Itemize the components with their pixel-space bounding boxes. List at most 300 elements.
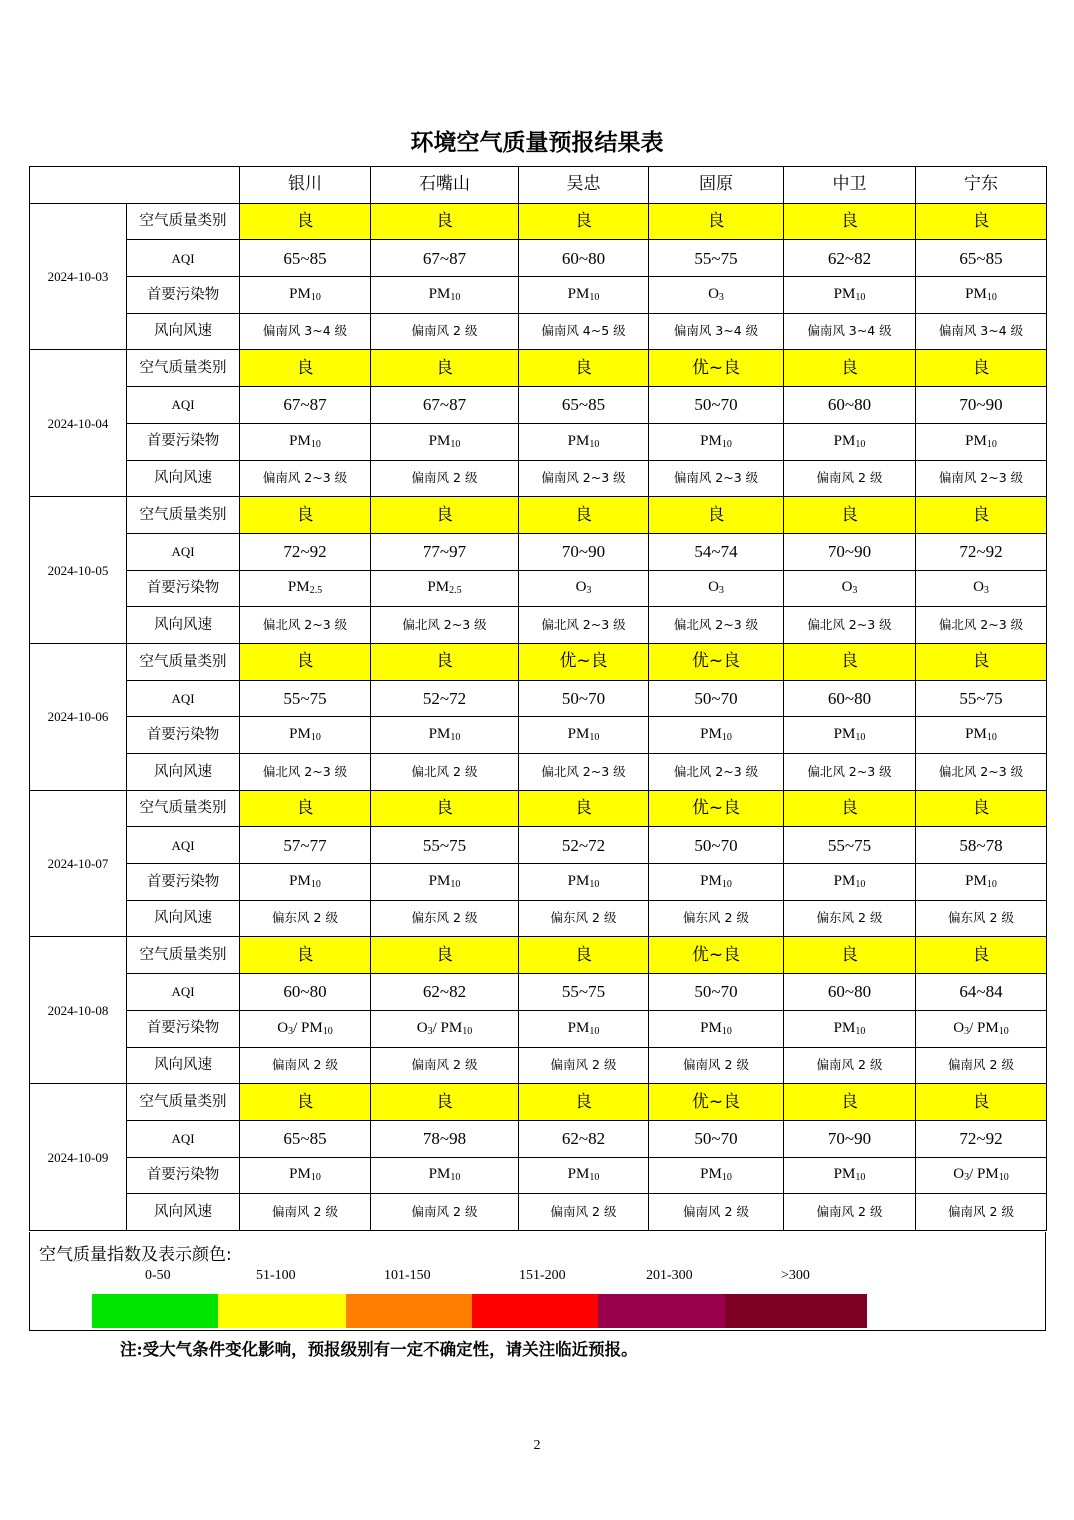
- table-row: [30, 643, 1047, 680]
- primary-pollutant-cell: [649, 1010, 784, 1047]
- table-row: [30, 313, 1047, 350]
- pollutant-subscript: 10: [310, 438, 321, 450]
- air-quality-category-cell: 良: [371, 790, 519, 827]
- pollutant-text: O: [575, 579, 587, 596]
- air-quality-category-cell: 良: [519, 350, 649, 387]
- aqi-range-cell: 50~70: [649, 387, 784, 424]
- pollutant-text: PM: [428, 726, 451, 743]
- table-row: [30, 1047, 1047, 1084]
- air-quality-category-cell: 良: [240, 1084, 371, 1121]
- table-row: [30, 1194, 1047, 1231]
- primary-pollutant-cell: [916, 864, 1047, 901]
- row-label: 风向风速: [127, 313, 240, 350]
- aqi-range-cell: 55~75: [371, 827, 519, 864]
- pollutant-text: PM: [289, 1166, 311, 1183]
- air-quality-category-cell: 良: [240, 937, 371, 974]
- table-row: [30, 570, 1047, 607]
- legend-swatch-2: [346, 1294, 472, 1328]
- primary-pollutant-cell: [784, 717, 916, 754]
- wind-cell: 偏北风 2~3 级: [916, 607, 1047, 644]
- primary-pollutant-cell: [371, 717, 519, 754]
- date-cell: 2024-10-06: [30, 643, 127, 790]
- pollutant-text: O: [416, 1019, 428, 1036]
- pollutant-text: O: [708, 285, 719, 302]
- air-quality-category-cell: 优~良: [649, 1084, 784, 1121]
- aqi-range-cell: 60~80: [784, 680, 916, 717]
- pollutant-subscript: 10: [721, 1172, 732, 1184]
- air-quality-category-cell: 良: [240, 203, 371, 240]
- date-cell: 2024-10-04: [30, 350, 127, 497]
- aqi-range-cell: 52~72: [371, 680, 519, 717]
- date-cell: 2024-10-08: [30, 937, 127, 1084]
- legend-range-label: 51-100: [256, 1268, 296, 1283]
- row-label: 空气质量类别: [127, 497, 240, 534]
- primary-pollutant-cell: [519, 1010, 649, 1047]
- air-quality-category-cell: 良: [371, 203, 519, 240]
- row-label: 风向风速: [127, 1194, 240, 1231]
- primary-pollutant-cell: [784, 277, 916, 314]
- aqi-range-cell: 52~72: [519, 827, 649, 864]
- pollutant-subscript: 3: [964, 1025, 970, 1037]
- aqi-range-cell: 60~80: [784, 387, 916, 424]
- primary-pollutant-cell: [240, 277, 371, 314]
- aqi-range-cell: 50~70: [649, 680, 784, 717]
- wind-cell: 偏南风 2 级: [784, 1194, 916, 1231]
- wind-cell: 偏南风 2~3 级: [916, 460, 1047, 497]
- primary-pollutant-cell: [519, 1157, 649, 1194]
- air-quality-category-cell: 良: [240, 497, 371, 534]
- table-row: [30, 607, 1047, 644]
- primary-pollutant-cell: [784, 1157, 916, 1194]
- aqi-range-cell: 50~70: [649, 827, 784, 864]
- pollutant-subscript: 10: [589, 438, 600, 450]
- row-label: 首要污染物: [127, 1157, 240, 1194]
- aqi-range-cell: 70~90: [519, 533, 649, 570]
- primary-pollutant-cell: [916, 1157, 1047, 1194]
- pollutant-subscript: 10: [986, 438, 997, 450]
- pollutant-text: O: [708, 579, 719, 596]
- primary-pollutant-cell: [371, 277, 519, 314]
- wind-cell: 偏北风 2~3 级: [649, 754, 784, 791]
- pollutant-subscript: 10: [450, 1172, 461, 1184]
- pollutant-text: / PM: [969, 1019, 999, 1036]
- wind-cell: 偏南风 2~3 级: [519, 460, 649, 497]
- air-quality-category-cell: 良: [784, 643, 916, 680]
- primary-pollutant-cell: [519, 277, 649, 314]
- row-label: AQI: [127, 387, 240, 424]
- primary-pollutant-cell: [240, 1157, 371, 1194]
- row-label: 风向风速: [127, 754, 240, 791]
- aqi-range-cell: 67~87: [371, 387, 519, 424]
- table-row: [30, 827, 1047, 864]
- pollutant-text: PM: [965, 872, 987, 889]
- pollutant-text: O: [973, 579, 984, 596]
- aqi-range-cell: 65~85: [916, 240, 1047, 277]
- wind-cell: 偏南风 2 级: [649, 1194, 784, 1231]
- row-label: 首要污染物: [127, 864, 240, 901]
- header-corner: [30, 167, 240, 204]
- air-quality-category-cell: 良: [916, 350, 1047, 387]
- air-quality-category-cell: 良: [649, 497, 784, 534]
- legend-swatch-3: [472, 1294, 598, 1328]
- aqi-legend: [29, 1232, 1046, 1331]
- pollutant-subscript: 10: [986, 291, 997, 303]
- aqi-range-cell: 60~80: [519, 240, 649, 277]
- table-row: [30, 277, 1047, 314]
- legend-title: 空气质量指数及表示颜色:: [39, 1245, 232, 1265]
- aqi-range-cell: 60~80: [784, 974, 916, 1011]
- pollutant-text: O: [841, 579, 853, 596]
- primary-pollutant-cell: [519, 423, 649, 460]
- pollutant-subscript: 3: [718, 291, 724, 303]
- primary-pollutant-cell: [784, 570, 916, 607]
- legend-swatch-5: [725, 1294, 867, 1328]
- pollutant-subscript: 10: [721, 438, 732, 450]
- pollutant-subscript: 10: [310, 732, 321, 744]
- pollutant-text: PM: [833, 285, 856, 302]
- wind-cell: 偏北风 2~3 级: [784, 607, 916, 644]
- wind-cell: 偏北风 2~3 级: [916, 754, 1047, 791]
- row-label: 空气质量类别: [127, 790, 240, 827]
- pollutant-text: PM: [700, 1166, 722, 1183]
- aqi-range-cell: 62~82: [371, 974, 519, 1011]
- aqi-range-cell: 70~90: [784, 533, 916, 570]
- air-quality-category-cell: 优~良: [519, 643, 649, 680]
- primary-pollutant-cell: [649, 570, 784, 607]
- pollutant-subscript: 10: [589, 732, 600, 744]
- pollutant-text: PM: [428, 1166, 451, 1183]
- pollutant-subscript: 10: [721, 878, 732, 890]
- date-cell: 2024-10-07: [30, 790, 127, 937]
- legend-range-label: 151-200: [519, 1268, 566, 1283]
- date-cell: 2024-10-03: [30, 203, 127, 350]
- primary-pollutant-cell: [371, 1010, 519, 1047]
- legend-range-label: 201-300: [646, 1268, 693, 1283]
- city-header: 吴忠: [519, 167, 649, 204]
- aqi-range-cell: 55~75: [916, 680, 1047, 717]
- wind-cell: 偏南风 2~3 级: [649, 460, 784, 497]
- pollutant-text: PM: [700, 432, 722, 449]
- pollutant-text: PM: [833, 872, 856, 889]
- pollutant-subscript: 10: [998, 1025, 1009, 1037]
- wind-cell: 偏南风 2 级: [519, 1047, 649, 1084]
- wind-cell: 偏北风 2~3 级: [649, 607, 784, 644]
- primary-pollutant-cell: [371, 1157, 519, 1194]
- pollutant-subscript: 10: [310, 1172, 321, 1184]
- air-quality-category-cell: 良: [784, 497, 916, 534]
- primary-pollutant-cell: [916, 717, 1047, 754]
- wind-cell: 偏北风 2~3 级: [240, 754, 371, 791]
- page-number: 2: [533, 1438, 541, 1453]
- wind-cell: 偏南风 2 级: [649, 1047, 784, 1084]
- pollutant-text: PM: [567, 1019, 590, 1036]
- pollutant-subscript: 10: [462, 1025, 473, 1037]
- air-quality-category-cell: 良: [371, 350, 519, 387]
- primary-pollutant-cell: [916, 423, 1047, 460]
- air-quality-category-cell: 优~良: [649, 643, 784, 680]
- wind-cell: 偏南风 3~4 级: [916, 313, 1047, 350]
- primary-pollutant-cell: [240, 423, 371, 460]
- table-row: [30, 533, 1047, 570]
- wind-cell: 偏北风 2~3 级: [784, 754, 916, 791]
- city-header: 中卫: [784, 167, 916, 204]
- pollutant-text: PM: [289, 432, 311, 449]
- table-row: [30, 754, 1047, 791]
- pollutant-text: PM: [289, 726, 311, 743]
- aqi-range-cell: 50~70: [649, 1120, 784, 1157]
- air-quality-category-cell: 良: [519, 1084, 649, 1121]
- primary-pollutant-cell: [371, 423, 519, 460]
- primary-pollutant-cell: [519, 717, 649, 754]
- wind-cell: 偏东风 2 级: [371, 900, 519, 937]
- air-quality-category-cell: 良: [371, 497, 519, 534]
- row-label: 风向风速: [127, 607, 240, 644]
- air-quality-category-cell: 良: [916, 790, 1047, 827]
- table-row: [30, 974, 1047, 1011]
- aqi-range-cell: 62~82: [519, 1120, 649, 1157]
- aqi-range-cell: 54~74: [649, 533, 784, 570]
- aqi-range-cell: 50~70: [519, 680, 649, 717]
- aqi-range-cell: 72~92: [916, 1120, 1047, 1157]
- pollutant-subscript: 10: [986, 732, 997, 744]
- air-quality-category-cell: 良: [916, 203, 1047, 240]
- primary-pollutant-cell: [519, 570, 649, 607]
- pollutant-subscript: 10: [322, 1025, 333, 1037]
- wind-cell: 偏南风 2 级: [240, 1194, 371, 1231]
- pollutant-subscript: 10: [450, 291, 461, 303]
- row-label: AQI: [127, 240, 240, 277]
- table-row: [30, 680, 1047, 717]
- air-quality-category-cell: 良: [916, 937, 1047, 974]
- primary-pollutant-cell: [916, 1010, 1047, 1047]
- air-quality-category-cell: 优~良: [649, 937, 784, 974]
- aqi-range-cell: 57~77: [240, 827, 371, 864]
- header-row: [30, 167, 1047, 204]
- air-quality-category-cell: 良: [784, 203, 916, 240]
- pollutant-subscript: 10: [589, 878, 600, 890]
- pollutant-text: PM: [567, 1166, 590, 1183]
- pollutant-text: PM: [567, 285, 590, 302]
- pollutant-text: PM: [965, 285, 987, 302]
- primary-pollutant-cell: [371, 864, 519, 901]
- air-quality-category-cell: 良: [649, 203, 784, 240]
- aqi-range-cell: 67~87: [240, 387, 371, 424]
- pollutant-subscript: 3: [718, 585, 724, 597]
- aqi-range-cell: 55~75: [240, 680, 371, 717]
- air-quality-category-cell: 良: [371, 1084, 519, 1121]
- row-label: 首要污染物: [127, 570, 240, 607]
- wind-cell: 偏南风 2 级: [916, 1047, 1047, 1084]
- pollutant-text: PM: [567, 432, 590, 449]
- pollutant-text: PM: [833, 726, 856, 743]
- row-label: 空气质量类别: [127, 937, 240, 974]
- aqi-range-cell: 72~92: [916, 533, 1047, 570]
- wind-cell: 偏南风 2 级: [519, 1194, 649, 1231]
- air-quality-category-cell: 良: [916, 643, 1047, 680]
- wind-cell: 偏南风 2~3 级: [240, 460, 371, 497]
- aqi-range-cell: 70~90: [916, 387, 1047, 424]
- air-quality-category-cell: 良: [784, 937, 916, 974]
- air-quality-category-cell: 良: [240, 350, 371, 387]
- pollutant-text: PM: [428, 432, 451, 449]
- primary-pollutant-cell: [784, 423, 916, 460]
- aqi-range-cell: 77~97: [371, 533, 519, 570]
- table-row: [30, 1157, 1047, 1194]
- table-row: [30, 1084, 1047, 1121]
- pollutant-subscript: 10: [450, 438, 461, 450]
- aqi-range-cell: 65~85: [240, 1120, 371, 1157]
- air-quality-category-cell: 良: [371, 643, 519, 680]
- primary-pollutant-cell: [240, 1010, 371, 1047]
- primary-pollutant-cell: [371, 570, 519, 607]
- row-label: 首要污染物: [127, 277, 240, 314]
- pollutant-text: / PM: [293, 1019, 323, 1036]
- aqi-range-cell: 67~87: [371, 240, 519, 277]
- city-header: 银川: [240, 167, 371, 204]
- pollutant-text: PM: [965, 726, 987, 743]
- air-quality-category-cell: 良: [784, 350, 916, 387]
- row-label: AQI: [127, 1120, 240, 1157]
- page-title: 环境空气质量预报结果表: [410, 129, 664, 156]
- pollutant-subscript: 3: [288, 1025, 294, 1037]
- wind-cell: 偏南风 2 级: [371, 1047, 519, 1084]
- pollutant-subscript: 10: [986, 878, 997, 890]
- wind-cell: 偏南风 3~4 级: [240, 313, 371, 350]
- pollutant-subscript: 2.5: [449, 585, 462, 597]
- pollutant-subscript: 3: [586, 585, 592, 597]
- primary-pollutant-cell: [240, 864, 371, 901]
- pollutant-text: O: [953, 1166, 965, 1183]
- primary-pollutant-cell: [784, 1010, 916, 1047]
- row-label: 首要污染物: [127, 423, 240, 460]
- air-quality-category-cell: 良: [519, 497, 649, 534]
- primary-pollutant-cell: [240, 570, 371, 607]
- wind-cell: 偏东风 2 级: [240, 900, 371, 937]
- pollutant-text: PM: [700, 872, 722, 889]
- forecast-table: [29, 166, 1047, 1231]
- date-cell: 2024-10-05: [30, 497, 127, 644]
- table-row: [30, 900, 1047, 937]
- primary-pollutant-cell: [916, 277, 1047, 314]
- pollutant-subscript: 2.5: [309, 585, 323, 597]
- row-label: 风向风速: [127, 1047, 240, 1084]
- primary-pollutant-cell: [916, 570, 1047, 607]
- pollutant-subscript: 10: [855, 732, 866, 744]
- wind-cell: 偏南风 2 级: [916, 1194, 1047, 1231]
- air-quality-category-cell: 良: [784, 790, 916, 827]
- pollutant-text: PM: [833, 1019, 856, 1036]
- pollutant-subscript: 10: [855, 438, 866, 450]
- pollutant-subscript: 10: [855, 291, 866, 303]
- wind-cell: 偏东风 2 级: [649, 900, 784, 937]
- wind-cell: 偏南风 2 级: [784, 460, 916, 497]
- legend-range-label: 0-50: [145, 1268, 171, 1283]
- pollutant-text: PM: [833, 432, 856, 449]
- primary-pollutant-cell: [649, 1157, 784, 1194]
- wind-cell: 偏北风 2~3 级: [519, 754, 649, 791]
- table-row: [30, 203, 1047, 240]
- wind-cell: 偏北风 2~3 级: [519, 607, 649, 644]
- date-cell: 2024-10-09: [30, 1084, 127, 1231]
- pollutant-subscript: 10: [855, 878, 866, 890]
- row-label: 空气质量类别: [127, 643, 240, 680]
- aqi-range-cell: 55~75: [519, 974, 649, 1011]
- pollutant-subscript: 3: [427, 1025, 433, 1037]
- primary-pollutant-cell: [649, 277, 784, 314]
- aqi-range-cell: 70~90: [784, 1120, 916, 1157]
- wind-cell: 偏南风 2 级: [371, 1194, 519, 1231]
- pollutant-subscript: 3: [852, 585, 858, 597]
- aqi-range-cell: 62~82: [784, 240, 916, 277]
- primary-pollutant-cell: [784, 864, 916, 901]
- aqi-range-cell: 60~80: [240, 974, 371, 1011]
- pollutant-subscript: 10: [721, 1025, 732, 1037]
- air-quality-category-cell: 良: [519, 203, 649, 240]
- aqi-range-cell: 65~85: [519, 387, 649, 424]
- table-row: [30, 350, 1047, 387]
- forecast-body: [30, 203, 1047, 1230]
- air-quality-category-cell: 优~良: [649, 350, 784, 387]
- row-label: 空气质量类别: [127, 350, 240, 387]
- air-quality-category-cell: 良: [916, 1084, 1047, 1121]
- table-row: [30, 387, 1047, 424]
- primary-pollutant-cell: [240, 717, 371, 754]
- wind-cell: 偏南风 2 级: [371, 313, 519, 350]
- primary-pollutant-cell: [649, 717, 784, 754]
- pollutant-subscript: 10: [589, 1025, 600, 1037]
- wind-cell: 偏东风 2 级: [916, 900, 1047, 937]
- pollutant-text: PM: [428, 285, 451, 302]
- table-row: [30, 460, 1047, 497]
- pollutant-subscript: 10: [855, 1025, 866, 1037]
- aqi-range-cell: 72~92: [240, 533, 371, 570]
- city-header: 固原: [649, 167, 784, 204]
- pollutant-text: O: [953, 1019, 965, 1036]
- table-row: [30, 717, 1047, 754]
- row-label: AQI: [127, 680, 240, 717]
- air-quality-category-cell: 良: [240, 643, 371, 680]
- pollutant-text: O: [277, 1019, 289, 1036]
- legend-swatch-4: [598, 1294, 725, 1328]
- pollutant-subscript: 3: [983, 585, 989, 597]
- wind-cell: 偏东风 2 级: [784, 900, 916, 937]
- pollutant-text: PM: [427, 579, 450, 596]
- table-row: [30, 240, 1047, 277]
- legend-range-label: >300: [781, 1268, 810, 1283]
- wind-cell: 偏北风 2~3 级: [371, 607, 519, 644]
- pollutant-subscript: 10: [310, 878, 321, 890]
- wind-cell: 偏南风 2 级: [371, 460, 519, 497]
- row-label: 空气质量类别: [127, 203, 240, 240]
- row-label: 首要污染物: [127, 1010, 240, 1047]
- aqi-range-cell: 55~75: [784, 827, 916, 864]
- pollutant-text: PM: [567, 726, 590, 743]
- row-label: AQI: [127, 533, 240, 570]
- forecast-note: 注:受大气条件变化影响，预报级别有一定不确定性，请关注临近预报。: [120, 1340, 638, 1359]
- primary-pollutant-cell: [649, 864, 784, 901]
- aqi-range-cell: 58~78: [916, 827, 1047, 864]
- aqi-range-cell: 64~84: [916, 974, 1047, 1011]
- pollutant-subscript: 10: [855, 1172, 866, 1184]
- pollutant-text: / PM: [969, 1166, 999, 1183]
- aqi-range-cell: 50~70: [649, 974, 784, 1011]
- table-row: [30, 1010, 1047, 1047]
- pollutant-text: PM: [289, 872, 311, 889]
- wind-cell: 偏北风 2~3 级: [240, 607, 371, 644]
- table-row: [30, 864, 1047, 901]
- legend-range-label: 101-150: [384, 1268, 431, 1283]
- pollutant-text: PM: [833, 1166, 856, 1183]
